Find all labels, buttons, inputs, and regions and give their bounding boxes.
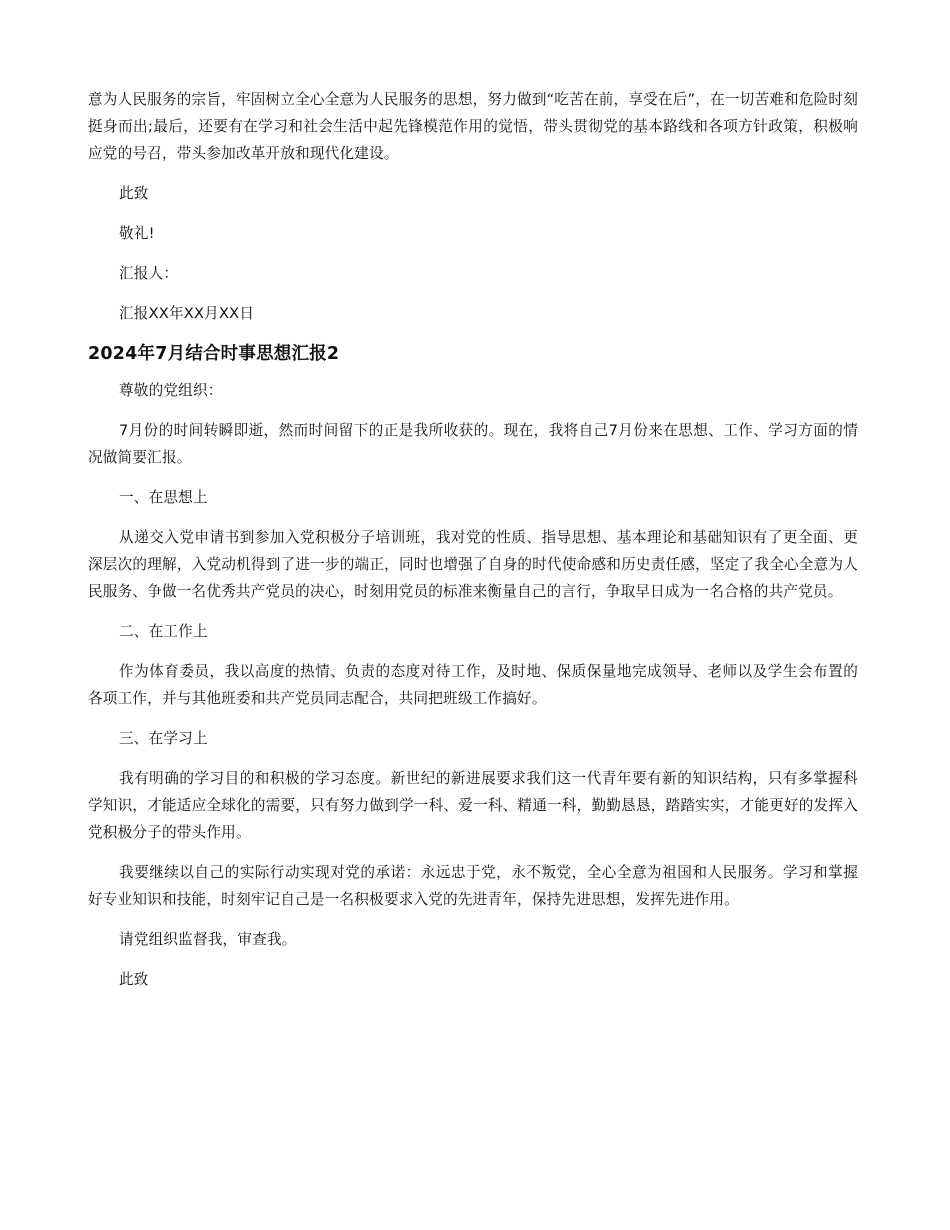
greeting: 尊敬的党组织： <box>119 382 223 399</box>
document-body <box>88 86 858 1006</box>
reporter-label: 汇报人： <box>119 265 179 282</box>
subheading-thought: 一、在思想上 <box>119 489 208 506</box>
paragraph-work: 作为体育委员，我以高度的热情、负责的态度对待工作，及时地、保质保量地完成领导、老师以及学生会布置的各项工作，并与其他班委和共产党员同志配合，共同把班级工作搞好。 <box>88 663 858 707</box>
subheading-work: 二、在工作上 <box>119 623 208 640</box>
report-date: 汇报XX年XX月XX日 <box>119 305 255 322</box>
salute: 敬礼! <box>119 225 155 242</box>
subheading-study: 三、在学习上 <box>119 730 208 747</box>
paragraph-thought: 从递交入党申请书到参加入党积极分子培训班，我对党的性质、指导思想、基本理论和基础知识有了更全面、更深层次的理解，入党动机得到了进一步的端正，同时也增强了自身的时代使命感和历史责任感，坚定了我全心全意为人民服务、争做一名优秀共产党员的决心，时刻用党员的标准来衡量自己的言行，争取早日成为一名合格的共产党员。 <box>88 529 858 600</box>
continuation-paragraph: 意为人民服务的宗旨，牢固树立全心全意为人民服务的思想，努力做到“吃苦在前，享受在后”，在一切苦难和危险时刻挺身而出;最后，还要有在学习和社会生活中起先锋模范作用的觉悟，带头贯彻党的基本路线和各项方针政策，积极响应党的号召，带头参加改革开放和现代化建设。 <box>88 91 859 162</box>
closing-phrase: 此致 <box>119 185 149 202</box>
paragraph-commitment: 我要继续以自己的实际行动实现对党的承诺：永远忠于党，永不叛党，全心全意为祖国和人民服务。学习和掌握好专业知识和技能，时刻牢记自己是一名积极要求入党的先进青年，保持先进思想，发挥先进作用。 <box>88 864 858 908</box>
intro-paragraph: 7月份的时间转瞬即逝，然而时间留下的正是我所收获的。现在，我将自己7月份来在思想、工作、学习方面的情况做简要汇报。 <box>88 422 858 466</box>
paragraph-study: 我有明确的学习目的和积极的学习态度。新世纪的新进展要求我们这一代青年要有新的知识结构，只有多掌握科学知识，才能适应全球化的需要，只有努力做到学一科、爱一科、精通一科，勤勤恳恳，踏踏实实，才能更好的发挥入党积极分子的带头作用。 <box>88 770 858 841</box>
closing-phrase-2: 此致 <box>119 971 149 988</box>
section-title: 2024年7月结合时事思想汇报2 <box>88 344 340 364</box>
request-line: 请党组织监督我，审查我。 <box>119 931 297 948</box>
